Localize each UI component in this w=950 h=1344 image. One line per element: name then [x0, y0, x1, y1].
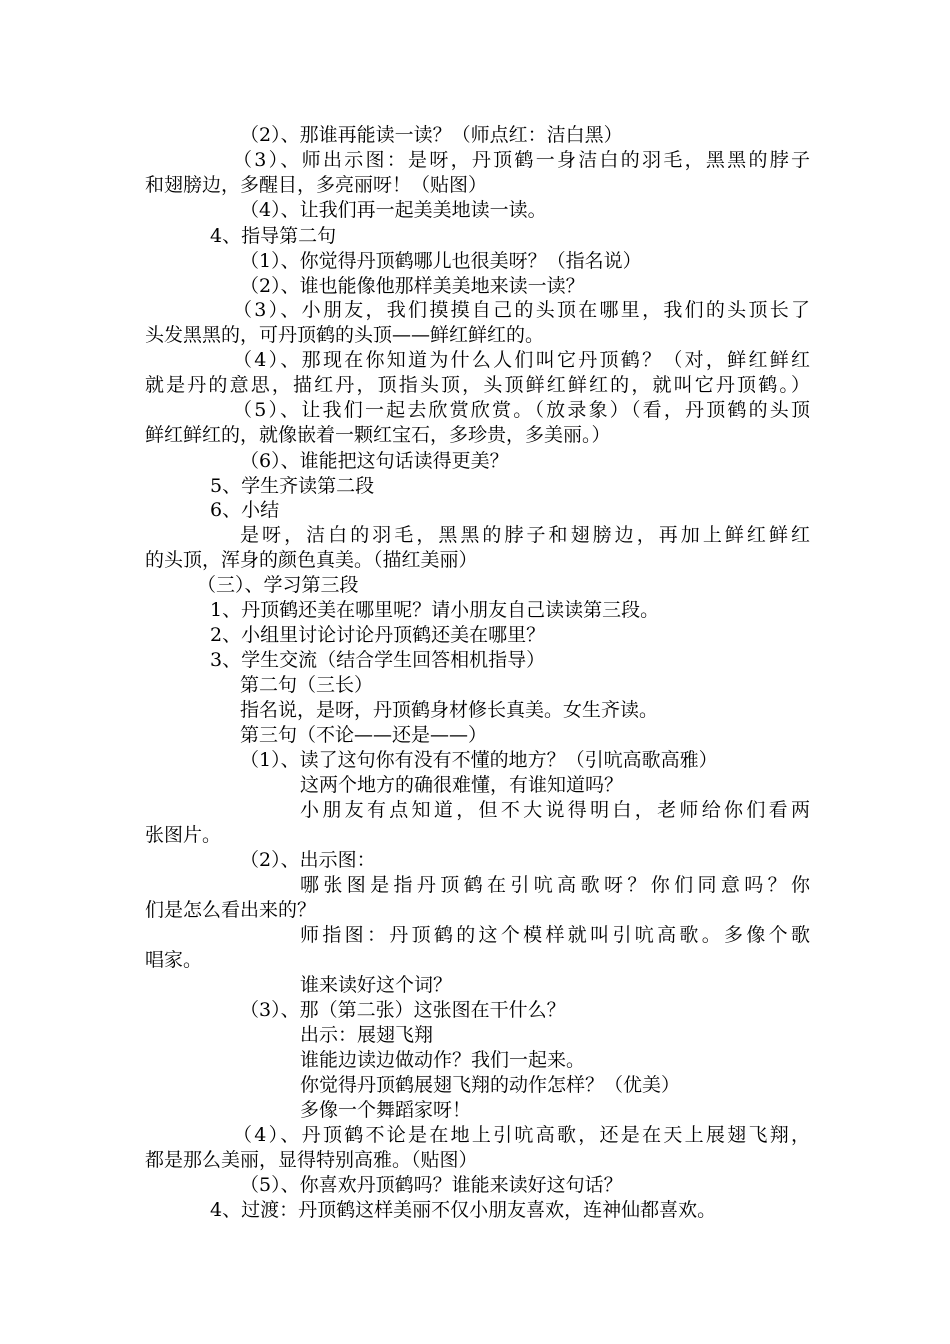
text-line-31: 哪张图是指丹顶鹤在引吭高歌呀？你们同意吗？你	[300, 874, 810, 896]
text-line-33: 师指图：丹顶鹤的这个模样就叫引吭高歌。多像个歌	[300, 924, 810, 946]
text-line-5: 4、指导第二句	[210, 225, 337, 247]
text-line-4: （4）、让我们再一起美美地读一读。	[240, 199, 547, 221]
text-line-17: 是呀，洁白的羽毛，黑黑的脖子和翅膀边，再加上鲜红鲜红	[240, 524, 810, 546]
text-line-20: 1、丹顶鹤还美在哪里呢？请小朋友自己读读第三段。	[210, 599, 660, 621]
text-line-32: 们是怎么看出来的？	[145, 899, 317, 921]
text-line-9: 头发黑黑的，可丹顶鹤的头顶——鲜红鲜红的。	[145, 324, 545, 346]
text-line-41: （4）、丹顶鹤不论是在地上引吭高歌，还是在天上展翅飞翔，	[233, 1124, 810, 1146]
text-line-6: （1）、你觉得丹顶鹤哪儿也很美呀？（指名说）	[240, 250, 642, 272]
text-line-28: 小朋友有点知道，但不大说得明白，老师给你们看两	[300, 799, 810, 821]
text-line-27: 这两个地方的确很难懂，有谁知道吗？	[300, 774, 624, 796]
text-line-3: 和翅膀边，多醒目，多亮丽呀！（贴图）	[145, 174, 488, 196]
text-line-2: （3）、师出示图：是呀，丹顶鹤一身洁白的羽毛，黑黑的脖子	[233, 149, 810, 171]
text-line-29: 张图片。	[145, 824, 222, 846]
text-line-18: 的头顶，浑身的颜色真美。（描红美丽）	[145, 549, 478, 571]
text-line-40: 多像一个舞蹈家呀！	[300, 1099, 472, 1121]
text-line-44: 4、过渡：丹顶鹤这样美丽不仅小朋友喜欢，连神仙都喜欢。	[210, 1199, 717, 1221]
text-line-7: （2）、谁也能像他那样美美地来读一读？	[240, 275, 585, 297]
text-line-23: 第二句（三长）	[240, 674, 374, 696]
text-line-10: （4）、那现在你知道为什么人们叫它丹顶鹤？（对，鲜红鲜红	[233, 349, 810, 371]
text-line-39: 你觉得丹顶鹤展翅飞翔的动作怎样？（优美）	[300, 1074, 681, 1096]
text-line-8: （3）、小朋友，我们摸摸自己的头顶在哪里，我们的头顶长了	[233, 299, 810, 321]
text-line-37: 出示：展翅飞翔	[300, 1024, 434, 1046]
text-line-22: 3、学生交流（结合学生回答相机指导）	[210, 649, 546, 671]
text-line-14: （6）、谁能把这句话读得更美？	[240, 450, 509, 472]
text-line-34: 唱家。	[145, 949, 203, 971]
text-line-24: 指名说，是呀，丹顶鹤身材修长真美。女生齐读。	[240, 699, 659, 721]
text-line-35: 谁来读好这个词？	[300, 974, 453, 996]
text-line-30: （2）、出示图：	[240, 849, 376, 871]
text-line-15: 5、学生齐读第二段	[210, 475, 375, 497]
text-line-42: 都是那么美丽，显得特别高雅。（贴图）	[145, 1149, 478, 1171]
text-line-26: （1）、读了这句你有没有不懂的地方？（引吭高歌高雅）	[240, 749, 718, 771]
text-line-11: 就是丹的意思，描红丹，顶指头顶，头顶鲜红鲜红的，就叫它丹顶鹤。）	[145, 374, 810, 396]
text-line-16: 6、小结	[210, 499, 280, 521]
text-line-25: 第三句（不论——还是——）	[240, 724, 488, 746]
text-line-19: （三）、学习第三段	[197, 574, 359, 596]
text-line-38: 谁能边读边做动作？我们一起来。	[300, 1049, 586, 1071]
text-line-1: （2）、那谁再能读一读？（师点红：洁白黑）	[240, 124, 623, 146]
text-line-13: 鲜红鲜红的，就像嵌着一颗红宝石，多珍贵，多美丽。）	[145, 424, 611, 446]
text-line-12: （5）、让我们一起去欣赏欣赏。（放录象）（看，丹顶鹤的头顶	[233, 399, 810, 421]
text-line-43: （5）、你喜欢丹顶鹤吗？谁能来读好这句话？	[240, 1174, 623, 1196]
text-line-21: 2、小组里讨论讨论丹顶鹤还美在哪里？	[210, 624, 546, 646]
text-line-36: （3）、那（第二张）这张图在干什么？	[240, 999, 566, 1021]
